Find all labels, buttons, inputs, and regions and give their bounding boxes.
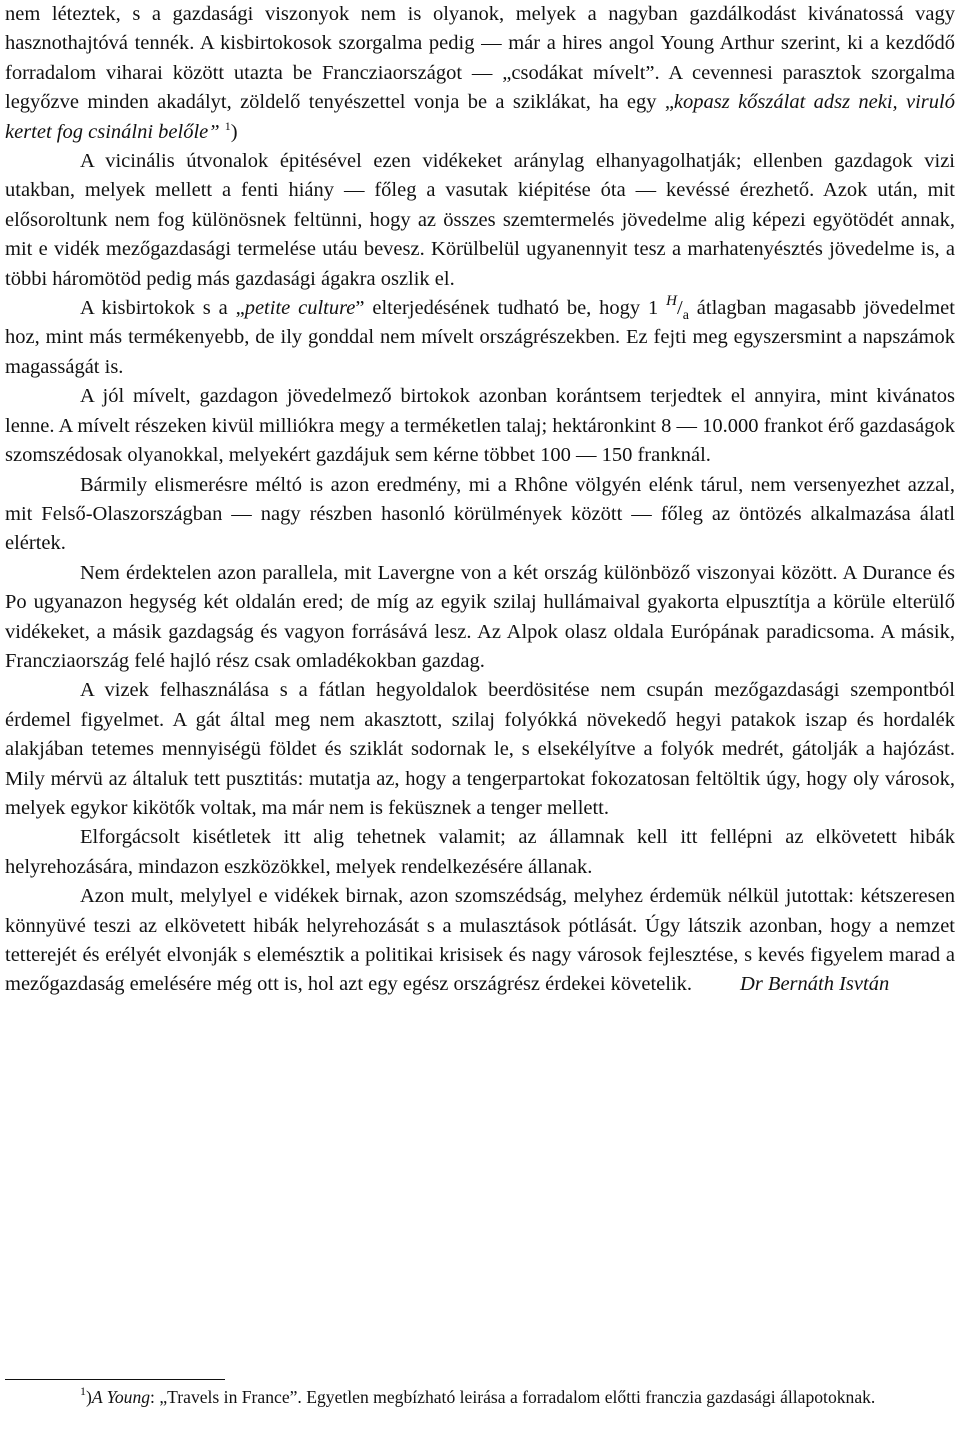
paragraph: Bármily elismerésre méltó is azon eredmény, mi a Rhône völgyén elénk tárul, nem versenyezhet azzal, mit Felső-Olaszországban — nagy részben hasonló körülmények között — főleg az öntözés alkalmazása álatl elértek. <box>5 473 955 555</box>
author-signature: Dr Bernáth Isvtán <box>740 973 890 996</box>
paragraph: A vicinális útvonalok épitésével ezen vidékeket aránylag elhanyagolhatják; ellenben gazdagok vizi utakban, melyek mellett a fenti hiány — főleg a vasutak kiépitése óta — kevéssé érezhető. Azok után, mit elősoroltunk nem fog különösnek feltünni, hogy az összes szemtermelés jövedelme alig képezi egyötödét annak, mit e vidék mezőgazdasági termelése utáu bevesz. Körülbelül ugyanennyit tesz a marhatenyésztés jövedelme is, a többi háromötöd pedig más gazdasági ágakra oszlik el. <box>5 150 955 290</box>
paragraph: A jól mívelt, gazdagon jövedelmező birtokok azonban korántsem terjedtek el annyira, mint kivánatos lenne. A mívelt részeken kivül milliókra megy a terméketlen talaj; hektáronkint 8 — 10.000 frankot érő gazdaságok szomszédosak olyanokkal, melyekért gazdájuk sem kérne többet 100 — 150 franknál. <box>5 385 955 467</box>
italic-term: petite culture <box>244 297 356 320</box>
footnote-author: A Young <box>91 1387 151 1407</box>
paragraph: A vizek felhasználása s a fátlan hegyoldalok beerdösitése nem csupán mezőgazdasági szempontból érdemel figyelmet. A gát által meg nem akasztott, szilaj folyókká növekedő hegyi patakok iszap és hordalék alakjában tetemes mennyiségü földet és sziklát sodornak le, s elsekélyítve a folyók medrét, gátolják a hajózást. Mily mérvü az általuk tett pusztitás: mutatja az, hogy a tengerpartokat fokozatosan feltöltik úgy, hogy oly városok, melyek egykor kikötők voltak, ma már nem is feküsznek a tenger mellett. <box>5 679 955 819</box>
italic-quote: kopasz kőszálat adsz neki, viruló kertet fog csinálni belőle” <box>5 91 955 143</box>
paragraph: Nem érdektelen azon parallela, mit Lavergne von a két ország különböző viszonyai között. A Durance és Po ugyanazon hegység két oldalán ered; de míg az egyik szilaj hullámaival gyakorta elpusztítja a körüle elterülő vidékeket, a másik gazdagság és vagyon forrásává lesz. Az Alpok olasz oldala Európának paradicsoma. A másik, Francziaország felé hajló rész csak omladékokban gazdag. <box>5 561 955 672</box>
paragraph: nem léteztek, s a gazdasági viszonyok nem is olyanok, melyek a nagyban gazdálkodást kivánatossá vagy hasznothajtóvá tennék. A kisbirtokosok szorgalma pedig — már a hires angol Young Arthur szerint, ki a kezdődő forradalom viharai között utazta be Francziaországot — „csodákat mívelt”. A cevennesi parasztok szorgalma legyőzve minden akadályt, zöldelő tenyészettel vonja be a sziklákat, ha egy „kopasz kőszálat adsz neki, viruló kertet fog csinálni belőle” $^1$) <box>5 3 955 143</box>
document-body <box>5 0 955 1000</box>
paragraph: Elforgácsolt kisétletek itt alig tehetnek valamit; az államnak kell itt fellépni az elkövetett hibák helyrehozására, mindazon eszközökkel, melyek rendelkezésére állanak. <box>5 826 955 878</box>
footnote-divider <box>5 1379 225 1380</box>
paragraph: A kisbirtokok s a „petite culture” elterjedésének tudható be, hogy 1 $^H/_a$ átlagban magasabb jövedelmet hoz, mint más termékenyebb, de ily gonddal nem mívelt országrészekben. Ez fejti meg egyszersmint a napszámok magasságát is. <box>5 293 955 378</box>
fraction-denominator: a <box>682 308 689 324</box>
paragraph: Azon mult, melylyel e vidékek birnak, azon szomszédság, melyhez érdemük nélkül jutottak: kétszeresen könnyüvé teszi az elkövetett hibák helyrehozását s a mulasztások pótlását. Úgy látszik azonban, hogy a nemzet tetterejét és erélyét elvonják s elemésztik a politikai krisisek és nagy városok fejlesztése, s kevés figyelem marad a mezőgazdaság emelésére még ott is, hol azt egy egész országrész érdekei követelik. Dr Bernáth Isvtán <box>5 885 955 996</box>
footnote: $^1$)A Young: „Travels in France”. Egyetlen megbízható leirása a forradalom előtti franczia gazdasági állapotoknak. <box>80 1384 876 1407</box>
footnote-text: : „Travels in France”. Egyetlen megbízható leirása a forradalom előtti franczia gazdasági állapotoknak. <box>150 1387 876 1407</box>
fraction-numerator: H <box>666 293 677 310</box>
footnote-ref: 1 <box>224 118 231 133</box>
footnote-number: 1 <box>80 1384 86 1398</box>
